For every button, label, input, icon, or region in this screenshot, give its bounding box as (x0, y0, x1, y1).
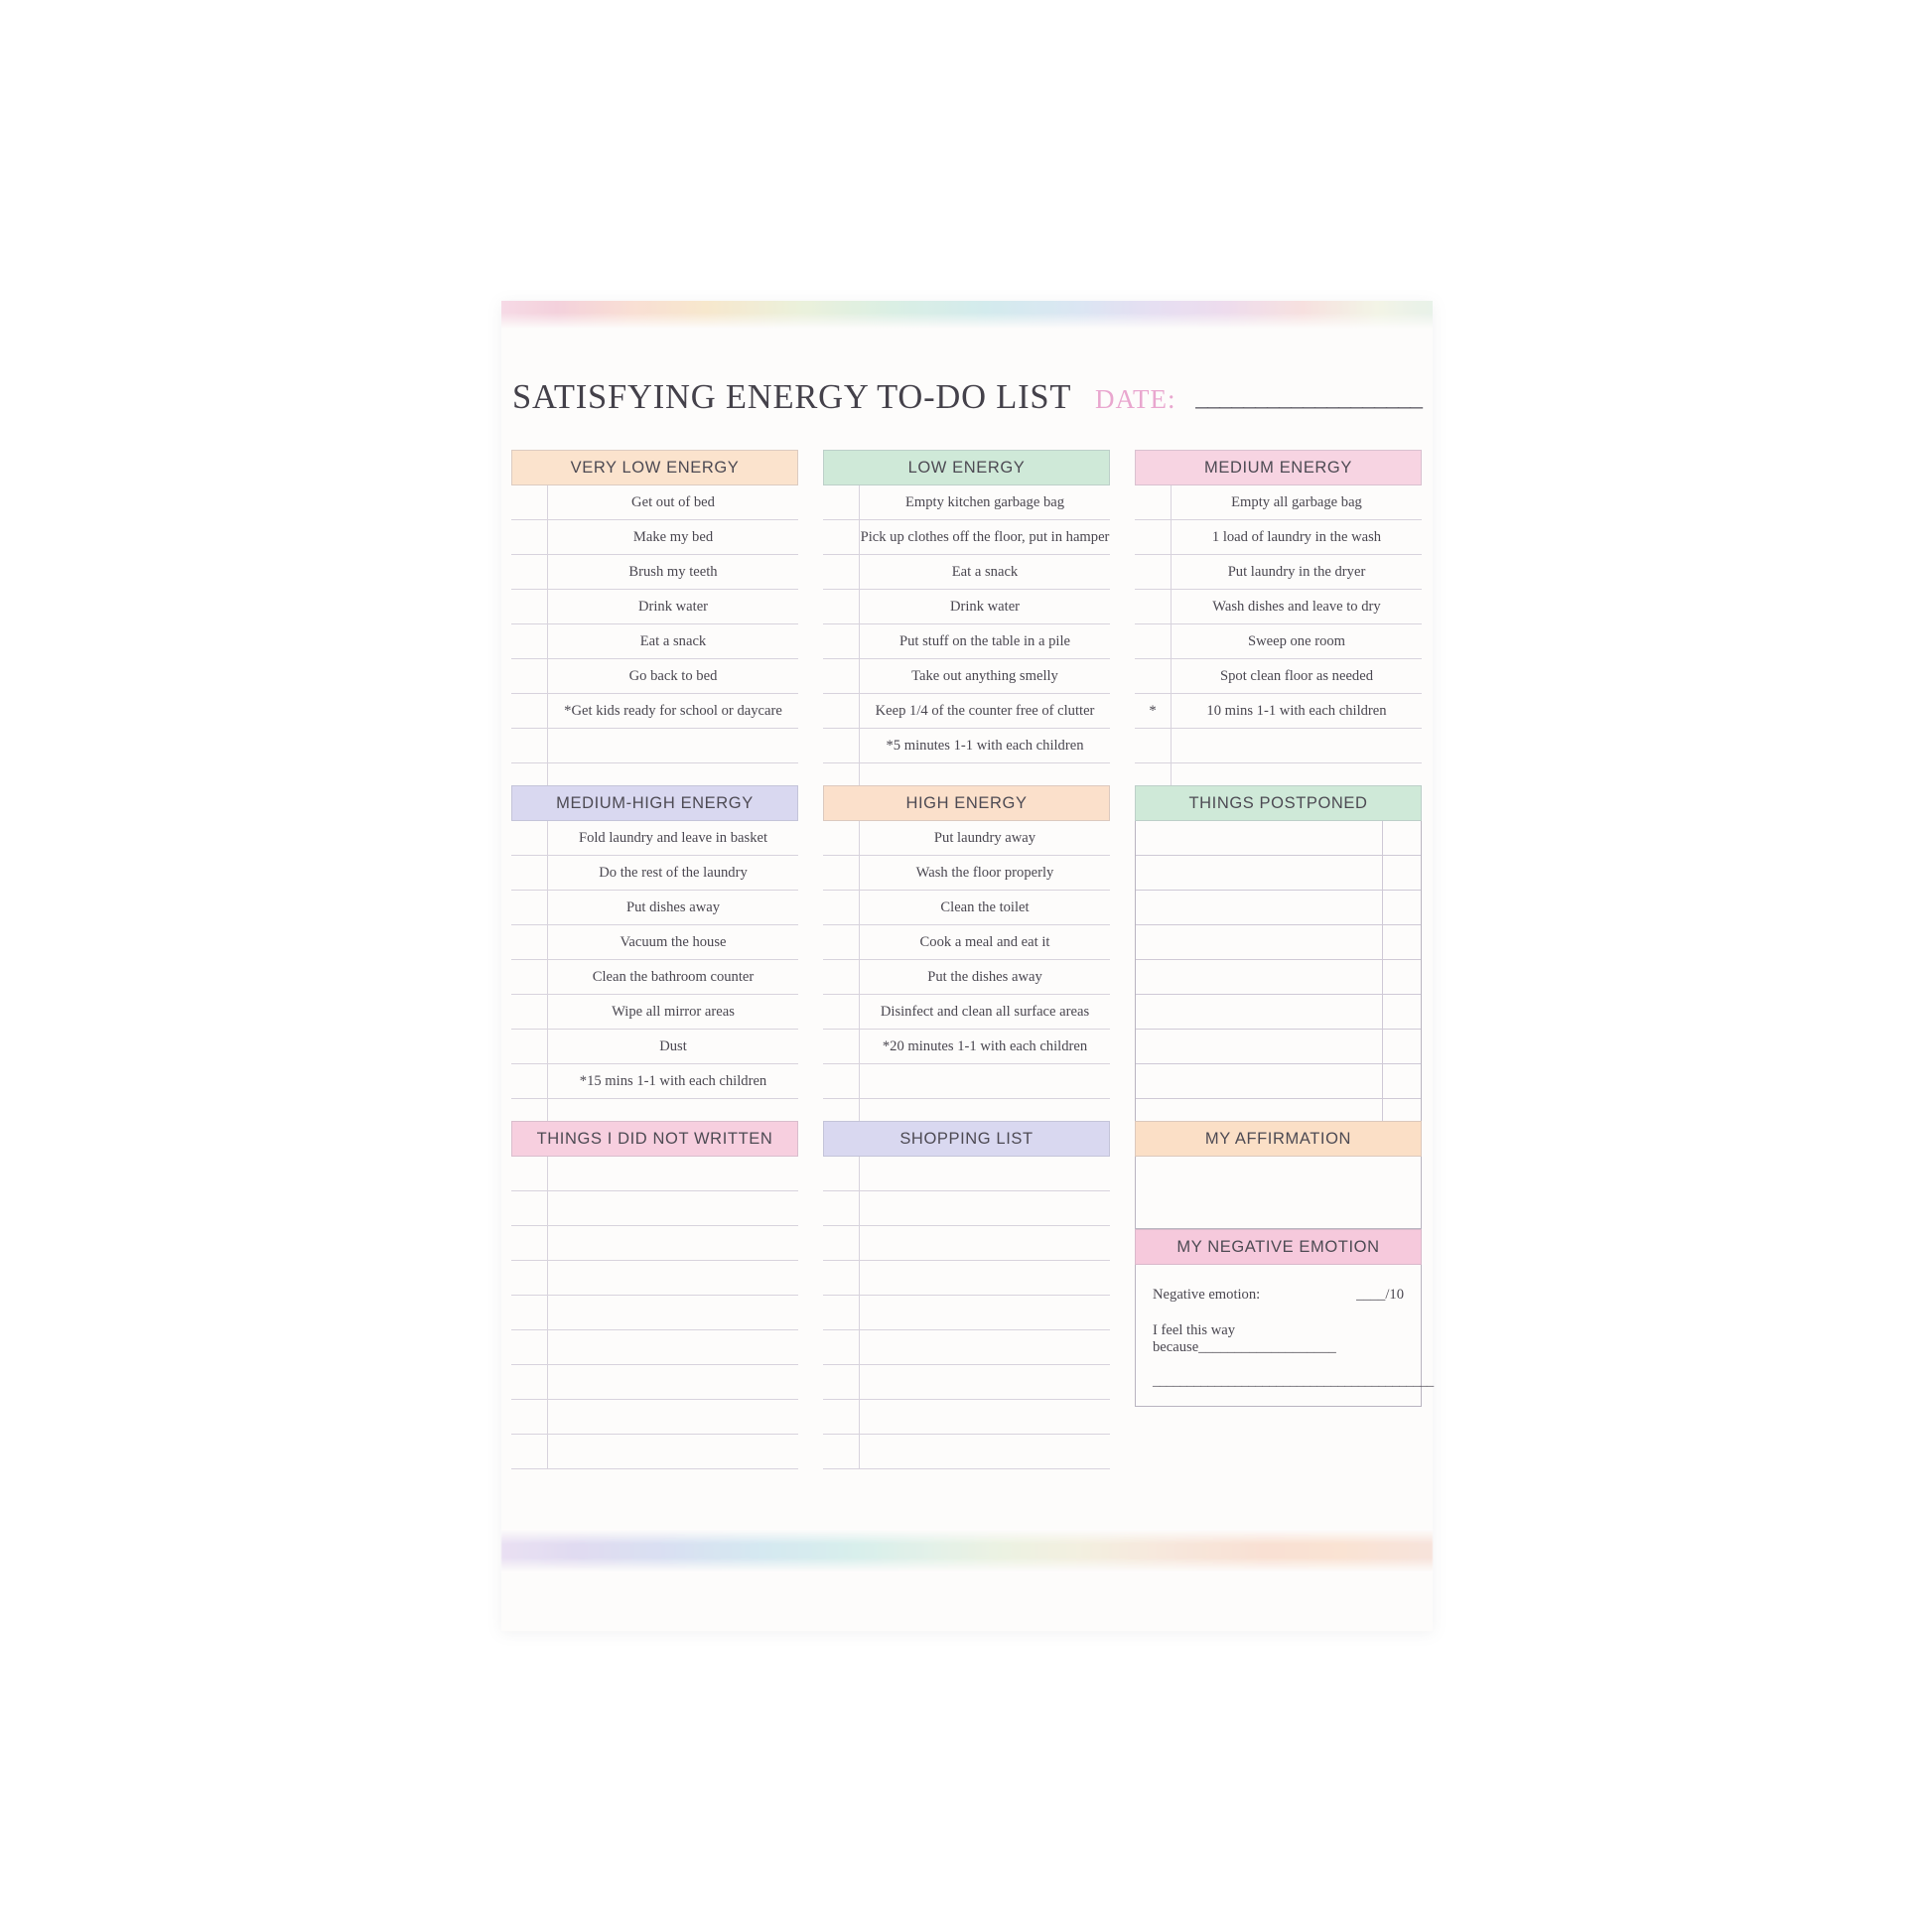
task-text[interactable] (548, 1261, 799, 1296)
checkbox-cell[interactable] (823, 624, 860, 659)
table-row[interactable] (511, 485, 798, 520)
task-text: *15 mins 1-1 with each children (548, 1064, 799, 1099)
postponed-item-cell[interactable] (1136, 995, 1383, 1030)
task-table-medium-energy (1135, 485, 1422, 798)
table-row[interactable] (511, 1261, 798, 1296)
checkbox-cell[interactable] (511, 1435, 548, 1469)
table-row[interactable] (823, 891, 1110, 925)
table-row[interactable] (1136, 1030, 1421, 1064)
table-row[interactable] (511, 1365, 798, 1400)
block-things-postponed (1135, 785, 1422, 1093)
table-row[interactable] (1136, 995, 1421, 1030)
table-row[interactable] (1135, 694, 1422, 729)
task-text[interactable] (548, 1157, 799, 1191)
task-text[interactable] (860, 1330, 1111, 1365)
table-row[interactable] (1136, 891, 1421, 925)
checkbox-cell[interactable] (823, 1064, 860, 1099)
postponed-mark-cell[interactable] (1383, 960, 1422, 995)
checkbox-cell[interactable] (511, 1191, 548, 1226)
block-header-medium-energy: MEDIUM ENERGY (1135, 450, 1422, 485)
checkbox-cell[interactable] (823, 659, 860, 694)
table-row[interactable] (511, 590, 798, 624)
table-row[interactable] (511, 1064, 798, 1099)
task-text (860, 1064, 1111, 1099)
checkbox-cell[interactable] (511, 694, 548, 729)
task-text: Dust (548, 1030, 799, 1064)
task-text[interactable] (548, 1400, 799, 1435)
checkbox-cell[interactable] (823, 1296, 860, 1330)
checkbox-cell[interactable] (511, 520, 548, 555)
task-text: Eat a snack (860, 555, 1111, 590)
task-table-medium-high-energy (511, 821, 798, 1134)
blocks-row-2 (511, 785, 1423, 1093)
task-text: Fold laundry and leave in basket (548, 821, 799, 856)
checkbox-cell[interactable] (823, 555, 860, 590)
task-text: *Get kids ready for school or daycare (548, 694, 799, 729)
table-row[interactable] (1135, 590, 1422, 624)
task-text: Keep 1/4 of the counter free of clutter (860, 694, 1111, 729)
block-medium-energy (1135, 450, 1422, 758)
checkbox-cell[interactable] (823, 960, 860, 995)
postponed-item-cell[interactable] (1136, 891, 1383, 925)
table-row[interactable] (511, 520, 798, 555)
negative-emotion-area (1135, 1265, 1434, 1407)
bottom-watercolor-band (501, 1530, 1433, 1572)
postponed-mark-cell[interactable] (1383, 925, 1422, 960)
checkbox-cell[interactable] (823, 1226, 860, 1261)
checkbox-cell[interactable] (823, 1330, 860, 1365)
checkbox-cell[interactable] (823, 856, 860, 891)
table-row[interactable] (823, 1435, 1110, 1469)
task-text: Wipe all mirror areas (548, 995, 799, 1030)
negative-emotion-score-blank[interactable]: ____/10 (1356, 1287, 1404, 1303)
shopping-list-table (823, 1157, 1110, 1469)
title-row (501, 378, 1433, 428)
postponed-mark-cell[interactable] (1383, 1064, 1422, 1099)
task-text: Empty all garbage bag (1172, 485, 1423, 520)
block-header-low-energy: LOW ENERGY (823, 450, 1110, 485)
task-table-high-energy (823, 821, 1110, 1134)
task-text[interactable] (860, 1191, 1111, 1226)
checkbox-cell[interactable] (823, 1435, 860, 1469)
checkbox-cell[interactable] (823, 1157, 860, 1191)
block-high-energy (823, 785, 1110, 1093)
table-row[interactable] (511, 960, 798, 995)
checkbox-cell[interactable] (511, 995, 548, 1030)
checkbox-cell[interactable] (1135, 729, 1172, 763)
checkbox-cell[interactable] (823, 891, 860, 925)
table-row[interactable] (823, 555, 1110, 590)
top-watercolor-band (501, 301, 1433, 329)
task-text: Drink water (860, 590, 1111, 624)
checkbox-cell[interactable] (511, 960, 548, 995)
table-row[interactable] (511, 729, 798, 763)
table-row[interactable] (511, 1191, 798, 1226)
checkbox-cell[interactable] (511, 590, 548, 624)
table-row[interactable] (511, 694, 798, 729)
task-text: Wash the floor properly (860, 856, 1111, 891)
block-header-my-affirmation: MY AFFIRMATION (1135, 1121, 1422, 1157)
postponed-mark-cell[interactable] (1383, 995, 1422, 1030)
task-text: Brush my teeth (548, 555, 799, 590)
task-text: 10 mins 1-1 with each children (1172, 694, 1423, 729)
checkbox-cell[interactable] (511, 555, 548, 590)
table-row[interactable] (511, 624, 798, 659)
table-row[interactable] (511, 891, 798, 925)
table-row[interactable] (823, 1064, 1110, 1099)
table-row[interactable] (823, 624, 1110, 659)
block-very-low-energy (511, 450, 798, 758)
postponed-item-cell[interactable] (1136, 821, 1383, 856)
task-text: Do the rest of the laundry (548, 856, 799, 891)
task-text[interactable] (548, 1191, 799, 1226)
checkbox-cell[interactable] (511, 729, 548, 763)
table-row[interactable] (823, 1330, 1110, 1365)
task-text[interactable] (860, 1261, 1111, 1296)
table-row[interactable] (1135, 520, 1422, 555)
block-header-very-low-energy: VERY LOW ENERGY (511, 450, 798, 485)
table-row[interactable] (823, 1191, 1110, 1226)
table-row[interactable] (1135, 624, 1422, 659)
checkbox-cell[interactable] (1135, 624, 1172, 659)
task-text: Wash dishes and leave to dry (1172, 590, 1423, 624)
postponed-item-cell[interactable] (1136, 1030, 1383, 1064)
table-row[interactable] (1136, 856, 1421, 891)
postponed-table (1136, 821, 1421, 1133)
table-row[interactable] (823, 995, 1110, 1030)
task-text[interactable] (548, 1330, 799, 1365)
task-text: Put laundry away (860, 821, 1111, 856)
task-text[interactable] (548, 1296, 799, 1330)
postponed-box (1135, 821, 1422, 1134)
table-row[interactable] (511, 1435, 798, 1469)
table-row[interactable] (511, 1400, 798, 1435)
negative-emotion-label: Negative emotion: (1153, 1287, 1261, 1303)
block-header-medium-high-energy: MEDIUM-HIGH ENERGY (511, 785, 798, 821)
table-row[interactable] (511, 1226, 798, 1261)
negative-emotion-score-row (1153, 1287, 1404, 1304)
table-row[interactable] (823, 520, 1110, 555)
table-row[interactable] (1136, 821, 1421, 856)
table-row[interactable] (823, 1030, 1110, 1064)
block-header-things-i-did-not-written: THINGS I DID NOT WRITTEN (511, 1121, 798, 1157)
table-row[interactable] (823, 821, 1110, 856)
checkbox-cell[interactable]: * (1135, 694, 1172, 729)
postponed-mark-cell[interactable] (1383, 856, 1422, 891)
checkbox-cell[interactable] (823, 925, 860, 960)
checkbox-cell[interactable] (823, 1030, 860, 1064)
task-text: Spot clean floor as needed (1172, 659, 1423, 694)
table-row[interactable] (1136, 925, 1421, 960)
table-row[interactable] (823, 1261, 1110, 1296)
date-label: DATE: (1095, 384, 1176, 414)
table-row[interactable] (511, 856, 798, 891)
task-text: Sweep one room (1172, 624, 1423, 659)
task-text[interactable] (860, 1157, 1111, 1191)
checkbox-cell[interactable] (511, 624, 548, 659)
negative-emotion-reason-label[interactable]: I feel this way because___________________ (1153, 1322, 1336, 1355)
task-text: Clean the bathroom counter (548, 960, 799, 995)
task-text: Clean the toilet (860, 891, 1111, 925)
checkbox-cell[interactable] (823, 1365, 860, 1400)
task-text[interactable] (548, 1226, 799, 1261)
checkbox-cell[interactable] (511, 1157, 548, 1191)
table-row[interactable] (511, 1330, 798, 1365)
task-text[interactable] (860, 1435, 1111, 1469)
block-shopping-list (823, 1121, 1110, 1449)
task-text: Put stuff on the table in a pile (860, 624, 1111, 659)
block-medium-high-energy (511, 785, 798, 1093)
checkbox-cell[interactable] (823, 995, 860, 1030)
task-text[interactable] (548, 1435, 799, 1469)
checkbox-cell[interactable] (511, 1365, 548, 1400)
table-row[interactable] (511, 995, 798, 1030)
blocks-grid (511, 450, 1434, 1449)
checkbox-cell[interactable] (823, 485, 860, 520)
table-row[interactable] (1135, 729, 1422, 763)
postponed-item-cell[interactable] (1136, 925, 1383, 960)
table-row[interactable] (1136, 1064, 1421, 1099)
task-text: Go back to bed (548, 659, 799, 694)
task-text: Make my bed (548, 520, 799, 555)
table-row[interactable] (823, 960, 1110, 995)
postponed-mark-cell[interactable] (1383, 891, 1422, 925)
table-row[interactable] (823, 590, 1110, 624)
checkbox-cell[interactable] (823, 1400, 860, 1435)
not-written-table (511, 1157, 798, 1469)
checkbox-cell[interactable] (511, 1226, 548, 1261)
checkbox-cell[interactable] (823, 1191, 860, 1226)
checkbox-cell[interactable] (511, 821, 548, 856)
checkbox-cell[interactable] (511, 856, 548, 891)
task-text (1172, 729, 1423, 763)
block-affirmation-and-emotion (1135, 1121, 1434, 1449)
block-low-energy (823, 450, 1110, 758)
task-text[interactable] (860, 1226, 1111, 1261)
checkbox-cell[interactable] (511, 1330, 548, 1365)
table-row[interactable] (1136, 960, 1421, 995)
task-table-very-low-energy (511, 485, 798, 798)
checkbox-cell[interactable] (823, 821, 860, 856)
checkbox-cell[interactable] (511, 1261, 548, 1296)
task-text: Vacuum the house (548, 925, 799, 960)
table-row[interactable] (511, 821, 798, 856)
checkbox-cell[interactable] (823, 520, 860, 555)
task-table-low-energy (823, 485, 1110, 798)
task-text: Cook a meal and eat it (860, 925, 1111, 960)
table-row[interactable] (511, 555, 798, 590)
task-text: Put the dishes away (860, 960, 1111, 995)
table-row[interactable] (823, 659, 1110, 694)
task-text: Put dishes away (548, 891, 799, 925)
postponed-item-cell[interactable] (1136, 1064, 1383, 1099)
negative-emotion-reason-line[interactable]: _________________________________________ (1153, 1373, 1434, 1389)
table-row[interactable] (511, 1157, 798, 1191)
table-row[interactable] (823, 1226, 1110, 1261)
task-text: Put laundry in the dryer (1172, 555, 1423, 590)
task-text: *5 minutes 1-1 with each children (860, 729, 1111, 763)
checkbox-cell[interactable] (511, 1064, 548, 1099)
postponed-mark-cell[interactable] (1383, 821, 1422, 856)
checkbox-cell[interactable] (1135, 555, 1172, 590)
checkbox-cell[interactable] (1135, 485, 1172, 520)
blocks-row-3 (511, 1121, 1434, 1449)
task-text: Eat a snack (548, 624, 799, 659)
checkbox-cell[interactable] (511, 891, 548, 925)
checkbox-cell[interactable] (511, 1030, 548, 1064)
checkbox-cell[interactable] (823, 694, 860, 729)
table-row[interactable] (511, 1030, 798, 1064)
table-row[interactable] (823, 485, 1110, 520)
task-text: Pick up clothes off the floor, put in hamper (860, 520, 1111, 555)
date-input-line[interactable]: ___________________ (1195, 382, 1422, 411)
table-row[interactable] (823, 694, 1110, 729)
task-text: Drink water (548, 590, 799, 624)
checkbox-cell[interactable] (1135, 659, 1172, 694)
checkbox-cell[interactable] (511, 1296, 548, 1330)
table-row[interactable] (823, 1365, 1110, 1400)
task-text: Get out of bed (548, 485, 799, 520)
checkbox-cell[interactable] (511, 925, 548, 960)
checkbox-cell[interactable] (511, 659, 548, 694)
task-text: *20 minutes 1-1 with each children (860, 1030, 1111, 1064)
task-text: Empty kitchen garbage bag (860, 485, 1111, 520)
block-header-shopping-list: SHOPPING LIST (823, 1121, 1110, 1157)
table-row[interactable] (823, 856, 1110, 891)
checkbox-cell[interactable] (511, 485, 548, 520)
table-row[interactable] (823, 1400, 1110, 1435)
task-text (548, 729, 799, 763)
checkbox-cell[interactable] (1135, 590, 1172, 624)
checkbox-cell[interactable] (1135, 520, 1172, 555)
table-row[interactable] (823, 1157, 1110, 1191)
affirmation-input-area[interactable] (1135, 1157, 1422, 1229)
postponed-mark-cell[interactable] (1383, 1030, 1422, 1064)
task-text[interactable] (860, 1296, 1111, 1330)
table-row[interactable] (823, 1296, 1110, 1330)
table-row[interactable] (1135, 555, 1422, 590)
page-title: SATISFYING ENERGY TO-DO LIST (512, 378, 1072, 416)
task-text[interactable] (860, 1365, 1111, 1400)
block-header-my-negative-emotion: MY NEGATIVE EMOTION (1135, 1229, 1422, 1265)
postponed-item-cell[interactable] (1136, 960, 1383, 995)
block-header-things-postponed: THINGS POSTPONED (1135, 785, 1422, 821)
checkbox-cell[interactable] (823, 1261, 860, 1296)
checkbox-cell[interactable] (511, 1400, 548, 1435)
block-header-high-energy: HIGH ENERGY (823, 785, 1110, 821)
postponed-item-cell[interactable] (1136, 856, 1383, 891)
checkbox-cell[interactable] (823, 590, 860, 624)
task-text: 1 load of laundry in the wash (1172, 520, 1423, 555)
table-row[interactable] (511, 659, 798, 694)
printable-sheet (501, 301, 1433, 1631)
task-text[interactable] (860, 1400, 1111, 1435)
table-row[interactable] (511, 925, 798, 960)
block-things-i-did-not-written (511, 1121, 798, 1449)
task-text: Take out anything smelly (860, 659, 1111, 694)
table-row[interactable] (823, 925, 1110, 960)
table-row[interactable] (823, 729, 1110, 763)
blocks-row-1 (511, 450, 1423, 758)
table-row[interactable] (1135, 659, 1422, 694)
checkbox-cell[interactable] (823, 729, 860, 763)
table-row[interactable] (1135, 485, 1422, 520)
table-row[interactable] (511, 1296, 798, 1330)
task-text[interactable] (548, 1365, 799, 1400)
task-text: Disinfect and clean all surface areas (860, 995, 1111, 1030)
